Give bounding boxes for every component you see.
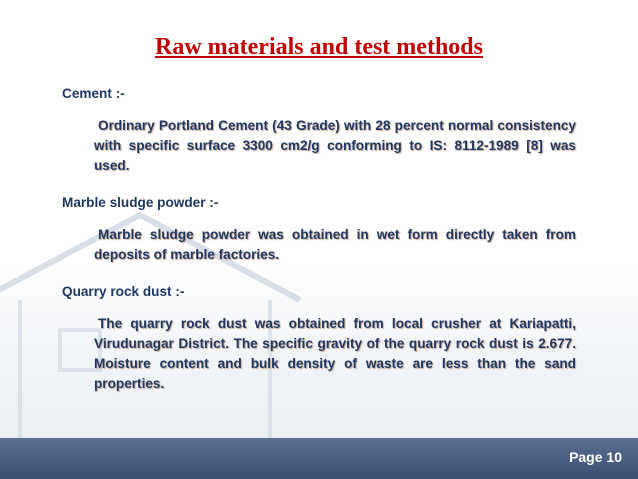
page-number: Page 10: [569, 449, 622, 465]
section-body-marble-sludge: Marble sludge powder was obtained in wet form directly taken from deposits of marble factories.: [94, 227, 576, 262]
section-heading-quarry-dust: Quarry rock dust :-: [62, 284, 185, 299]
slide-content: [62, 84, 576, 411]
footer-bar: [0, 438, 638, 479]
slide-title: Raw materials and test methods: [155, 34, 483, 60]
section-heading-cement: Cement :-: [62, 86, 125, 101]
section-body-cement: Ordinary Portland Cement (43 Grade) with 28 percent normal consistency with specific surface 3300 cm2/g conforming to IS: 8112-1989 [8] was used.: [94, 118, 576, 173]
section-heading-marble-sludge: Marble sludge powder :-: [62, 195, 219, 210]
section-body-quarry-dust: The quarry rock dust was obtained from local crusher at Kariapatti, Virudunagar District. The specific gravity of the quarry rock dust is 2.677. Moisture content and bulk density of waste are less than the sand properties.: [94, 316, 576, 391]
